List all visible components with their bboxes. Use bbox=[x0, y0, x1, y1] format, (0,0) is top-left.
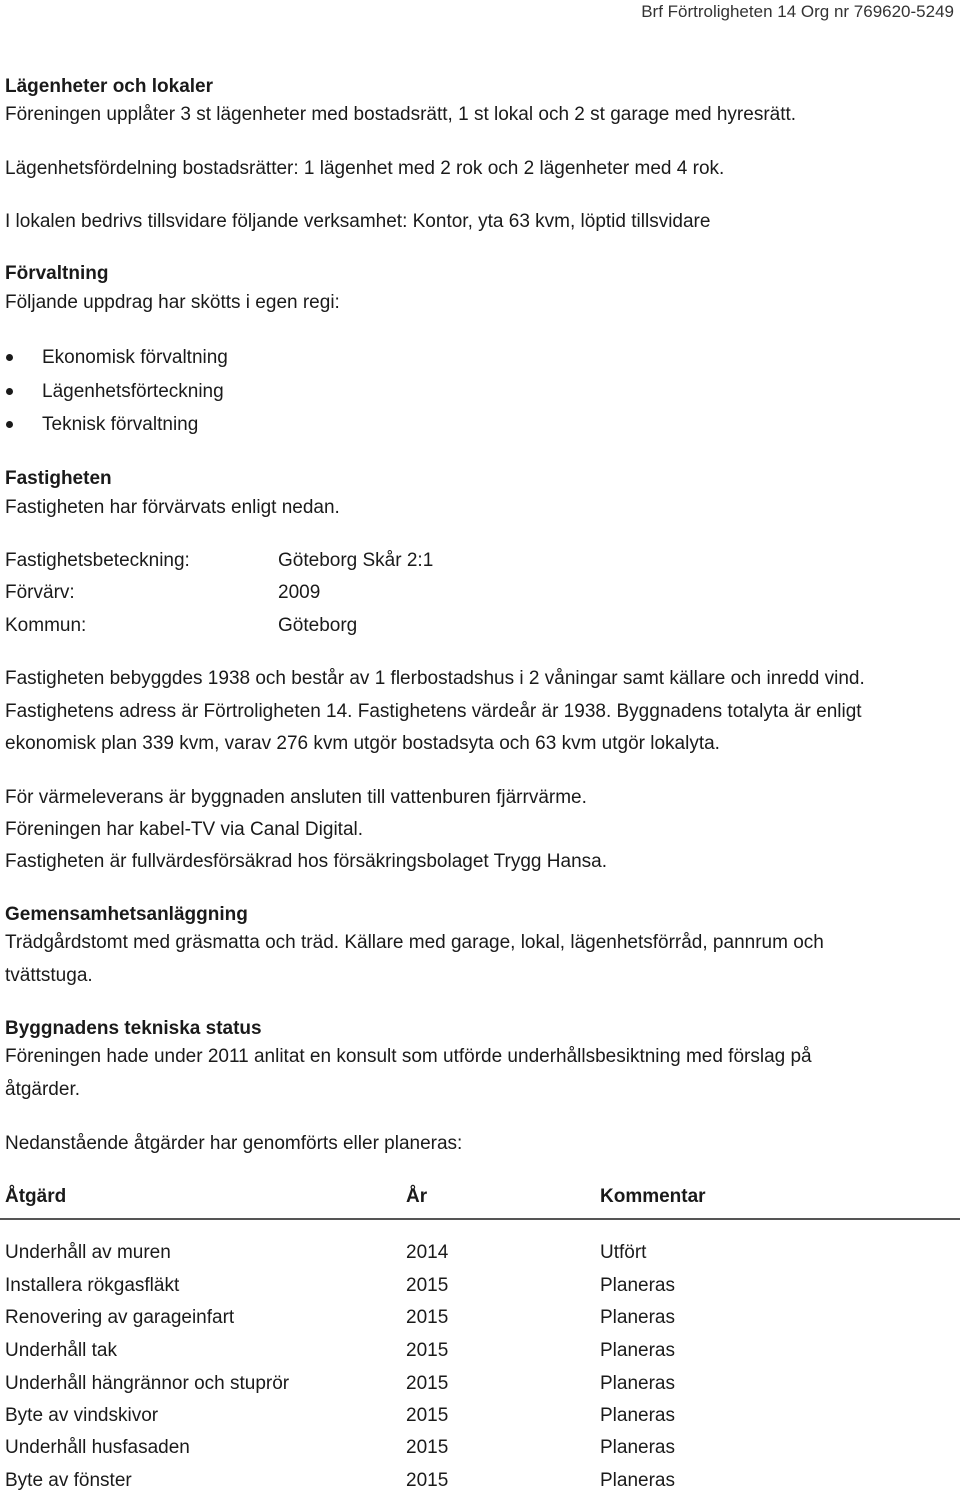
table-cell-comment: Planeras bbox=[600, 1437, 675, 1458]
section-heading-fastigheten: Fastigheten bbox=[5, 468, 112, 489]
table-cell-comment: Planeras bbox=[600, 1275, 675, 1296]
property-label: Fastighetsbeteckning: bbox=[5, 550, 190, 571]
table-cell-year: 2014 bbox=[406, 1242, 449, 1263]
list-item: Lägenhetsförteckning bbox=[42, 381, 224, 402]
table-cell-year: 2015 bbox=[406, 1405, 449, 1426]
table-cell-comment: Planeras bbox=[600, 1307, 675, 1328]
actions-intro: Nedanstående åtgärder har genomförts eller planeras: bbox=[5, 1133, 463, 1154]
table-cell-action: Renovering av garageinfart bbox=[5, 1307, 235, 1328]
section-heading-lagenheter: Lägenheter och lokaler bbox=[5, 76, 214, 97]
table-header-comment: Kommentar bbox=[600, 1186, 706, 1207]
table-cell-comment: Planeras bbox=[600, 1470, 675, 1491]
property-label: Förvärv: bbox=[5, 582, 75, 603]
table-cell-action: Installera rökgasfläkt bbox=[5, 1275, 180, 1296]
table-header-year: År bbox=[406, 1186, 428, 1207]
info-line-heating: För värmeleverans är byggnaden ansluten till vattenburen fjärrvärme. bbox=[5, 787, 587, 808]
info-line-insurance: Fastigheten är fullvärdesförsäkrad hos försäkringsbolaget Trygg Hansa. bbox=[5, 851, 607, 872]
table-cell-year: 2015 bbox=[406, 1470, 449, 1491]
paragraph-lagenheter-3: I lokalen bedrivs tillsvidare följande verksamhet: Kontor, yta 63 kvm, löptid tillsvidare bbox=[5, 211, 711, 232]
property-value: 2009 bbox=[278, 582, 321, 603]
table-cell-action: Underhåll tak bbox=[5, 1340, 117, 1361]
table-cell-year: 2015 bbox=[406, 1307, 449, 1328]
table-cell-comment: Planeras bbox=[600, 1373, 675, 1394]
table-cell-year: 2015 bbox=[406, 1275, 449, 1296]
paragraph-gemensam-line-1: Trädgårdstomt med gräsmatta och träd. Källare med garage, lokal, lägenhetsförråd, pannrum och bbox=[5, 932, 824, 953]
table-cell-year: 2015 bbox=[406, 1373, 449, 1394]
table-cell-comment: Utfört bbox=[600, 1242, 647, 1263]
paragraph-building-line-1: Fastigheten bebyggdes 1938 och består av 1 flerbostadshus i 2 våningar samt källare och inredd vind. bbox=[5, 668, 865, 689]
info-line-tv: Föreningen har kabel-TV via Canal Digital. bbox=[5, 819, 364, 840]
bullet-icon bbox=[6, 354, 13, 361]
bullet-icon bbox=[6, 421, 13, 428]
page-header: Brf Förtroligheten 14 Org nr 769620-5249 bbox=[641, 2, 954, 21]
table-header-divider bbox=[0, 1218, 960, 1220]
table-cell-year: 2015 bbox=[406, 1340, 449, 1361]
table-cell-action: Byte av vindskivor bbox=[5, 1405, 159, 1426]
paragraph-building-line-2: Fastighetens adress är Förtroligheten 14. Fastighetens värdeår är 1938. Byggnadens totalyta är enligt bbox=[5, 701, 862, 722]
table-cell-action: Underhåll av muren bbox=[5, 1242, 171, 1263]
property-value: Göteborg Skår 2:1 bbox=[278, 550, 434, 571]
table-cell-comment: Planeras bbox=[600, 1340, 675, 1361]
bullet-icon bbox=[6, 388, 13, 395]
paragraph-forvaltning: Följande uppdrag har skötts i egen regi: bbox=[5, 292, 340, 313]
paragraph-fastigheten: Fastigheten har förvärvats enligt nedan. bbox=[5, 497, 340, 518]
section-heading-status: Byggnadens tekniska status bbox=[5, 1018, 262, 1039]
table-cell-action: Underhåll husfasaden bbox=[5, 1437, 190, 1458]
property-label: Kommun: bbox=[5, 615, 87, 636]
section-heading-gemensam: Gemensamhetsanläggning bbox=[5, 904, 248, 925]
table-cell-comment: Planeras bbox=[600, 1405, 675, 1426]
property-value: Göteborg bbox=[278, 615, 358, 636]
paragraph-status-line-2: åtgärder. bbox=[5, 1079, 80, 1100]
table-cell-action: Underhåll hängrännor och stuprör bbox=[5, 1373, 290, 1394]
paragraph-lagenheter-2: Lägenhetsfördelning bostadsrätter: 1 lägenhet med 2 rok och 2 lägenheter med 4 rok. bbox=[5, 158, 725, 179]
paragraph-building-line-3: ekonomisk plan 339 kvm, varav 276 kvm utgör bostadsyta och 63 kvm utgör lokalyta. bbox=[5, 733, 720, 754]
table-header-action: Åtgärd bbox=[5, 1186, 67, 1207]
list-item: Teknisk förvaltning bbox=[42, 414, 199, 435]
list-item: Ekonomisk förvaltning bbox=[42, 347, 228, 368]
paragraph-lagenheter-1: Föreningen upplåter 3 st lägenheter med bostadsrätt, 1 st lokal och 2 st garage med hyresrätt. bbox=[5, 104, 797, 125]
table-cell-year: 2015 bbox=[406, 1437, 449, 1458]
table-cell-action: Byte av fönster bbox=[5, 1470, 132, 1491]
section-heading-forvaltning: Förvaltning bbox=[5, 263, 109, 284]
paragraph-gemensam-line-2: tvättstuga. bbox=[5, 965, 93, 986]
paragraph-status-line-1: Föreningen hade under 2011 anlitat en konsult som utförde underhållsbesiktning med förslag på bbox=[5, 1046, 812, 1067]
